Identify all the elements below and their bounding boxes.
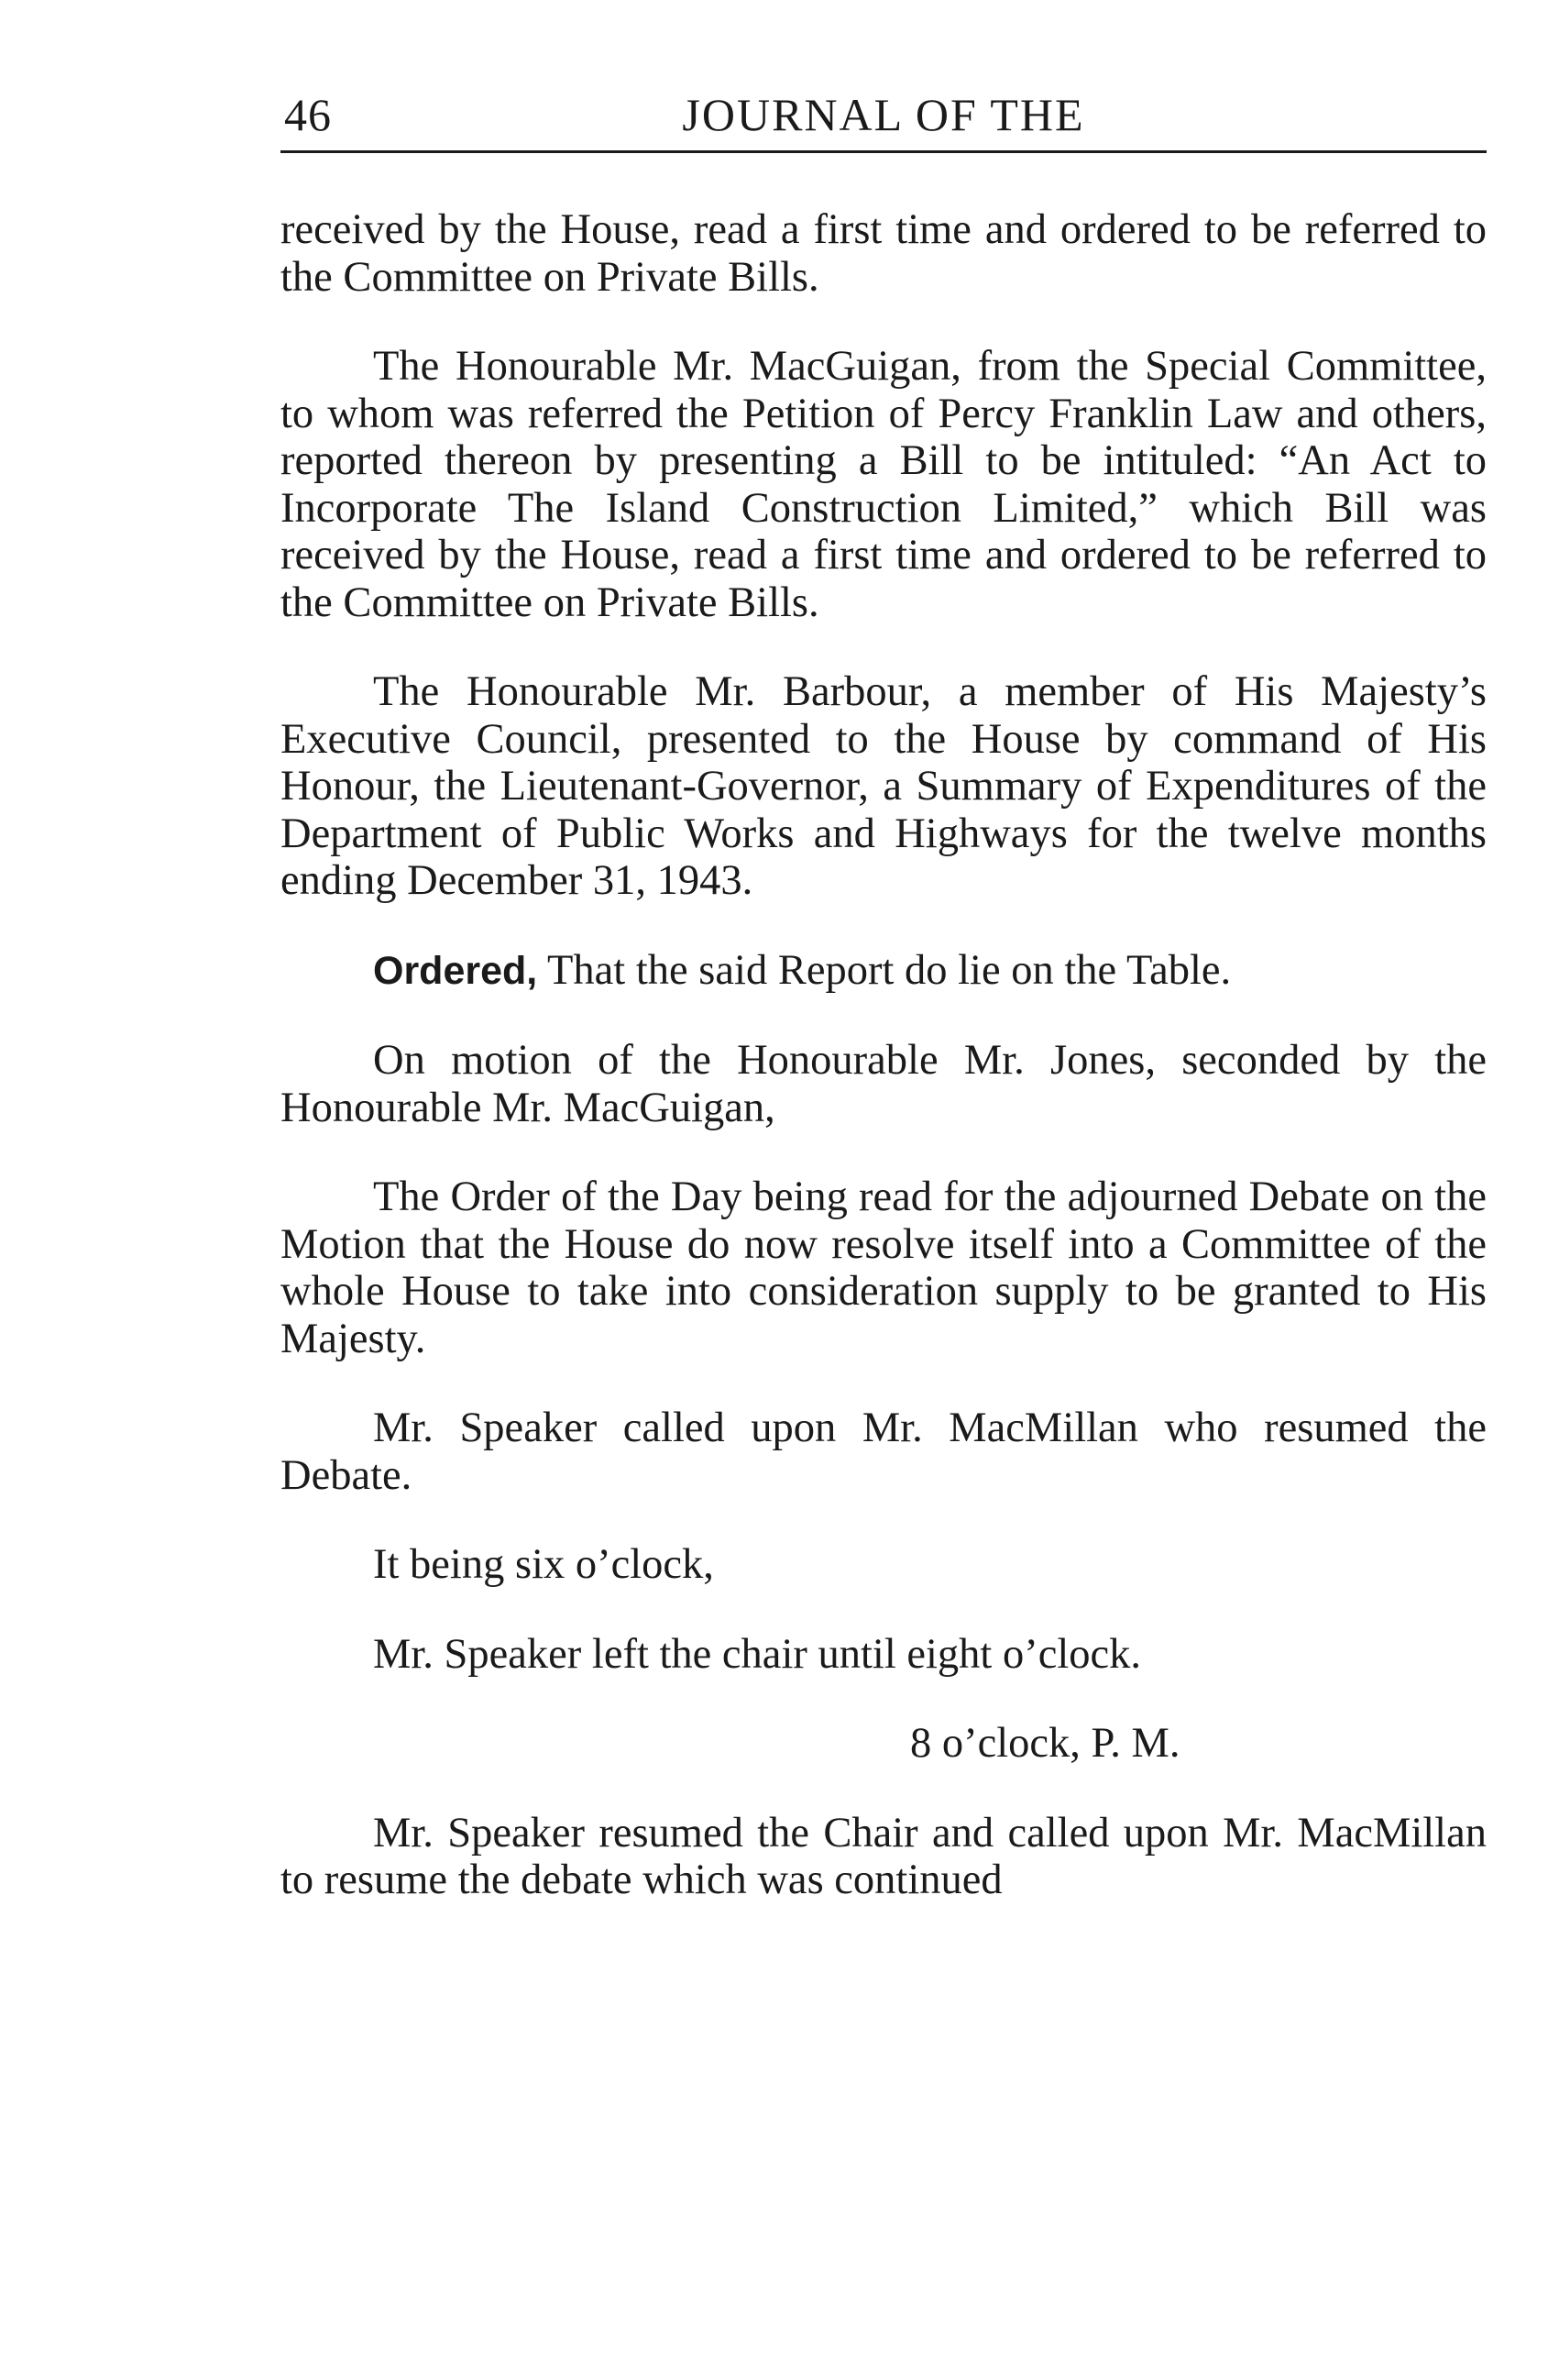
paragraph-order-of-the-day: The Order of the Day being read for the adjourned Debate on the Motion that the House do now resolve itself into a Committee of the whole House to take into consideration supply to be granted to His Majesty. <box>280 1173 1487 1362</box>
running-title: JOURNAL OF THE <box>682 89 1085 140</box>
paragraph-speaker-left-chair: Mr. Speaker left the chair until eight o’clock. <box>373 1630 1142 1678</box>
journal-text <box>280 206 1487 1904</box>
journal-page <box>280 81 1487 1904</box>
paragraph-special-committee-report: The Honourable Mr. MacGuigan, from the Special Committee, to whom was referred the Petition of Percy Franklin Law and others, reported thereon by presenting a Bill to be intituled: “An Act to Incorporate The Island Construction Limited,” which Bill was received by the House, read a first time and ordered to be referred to the Committee on Private Bills. <box>280 343 1487 626</box>
running-head <box>280 81 1487 153</box>
paragraph-chair-resumed: Mr. Speaker resumed the Chair and called upon Mr. MacMillan to resume the debate which was continued <box>280 1809 1487 1903</box>
paragraph-motion: On motion of the Honourable Mr. Jones, seconded by the Honourable Mr. MacGuigan, <box>280 1037 1487 1131</box>
paragraph-six-oclock: It being six o’clock, <box>373 1541 714 1588</box>
page-number: 46 <box>284 89 332 140</box>
paragraph-ordered <box>280 947 1487 996</box>
time-stamp-eight-pm: 8 o’clock, P. M. <box>910 1720 1180 1767</box>
paragraph-debate-resumed: Mr. Speaker called upon Mr. MacMillan who resumed the Debate. <box>280 1405 1487 1499</box>
ordered-text: That the said Report do lie on the Table. <box>537 946 1232 994</box>
paragraph-referral-continued: received by the House, read a first time and ordered to be referred to the Committee on Private Bills. <box>280 206 1487 301</box>
paragraph-summary-of-expenditures: The Honourable Mr. Barbour, a member of His Majesty’s Executive Council, presented to the House by command of His Honour, the Lieutenant-Governor, a Summary of Expenditures of the Department of Public Works and Highways for the twelve months ending December 31, 1943. <box>280 668 1487 904</box>
ordered-lead: Ordered, <box>373 948 538 993</box>
